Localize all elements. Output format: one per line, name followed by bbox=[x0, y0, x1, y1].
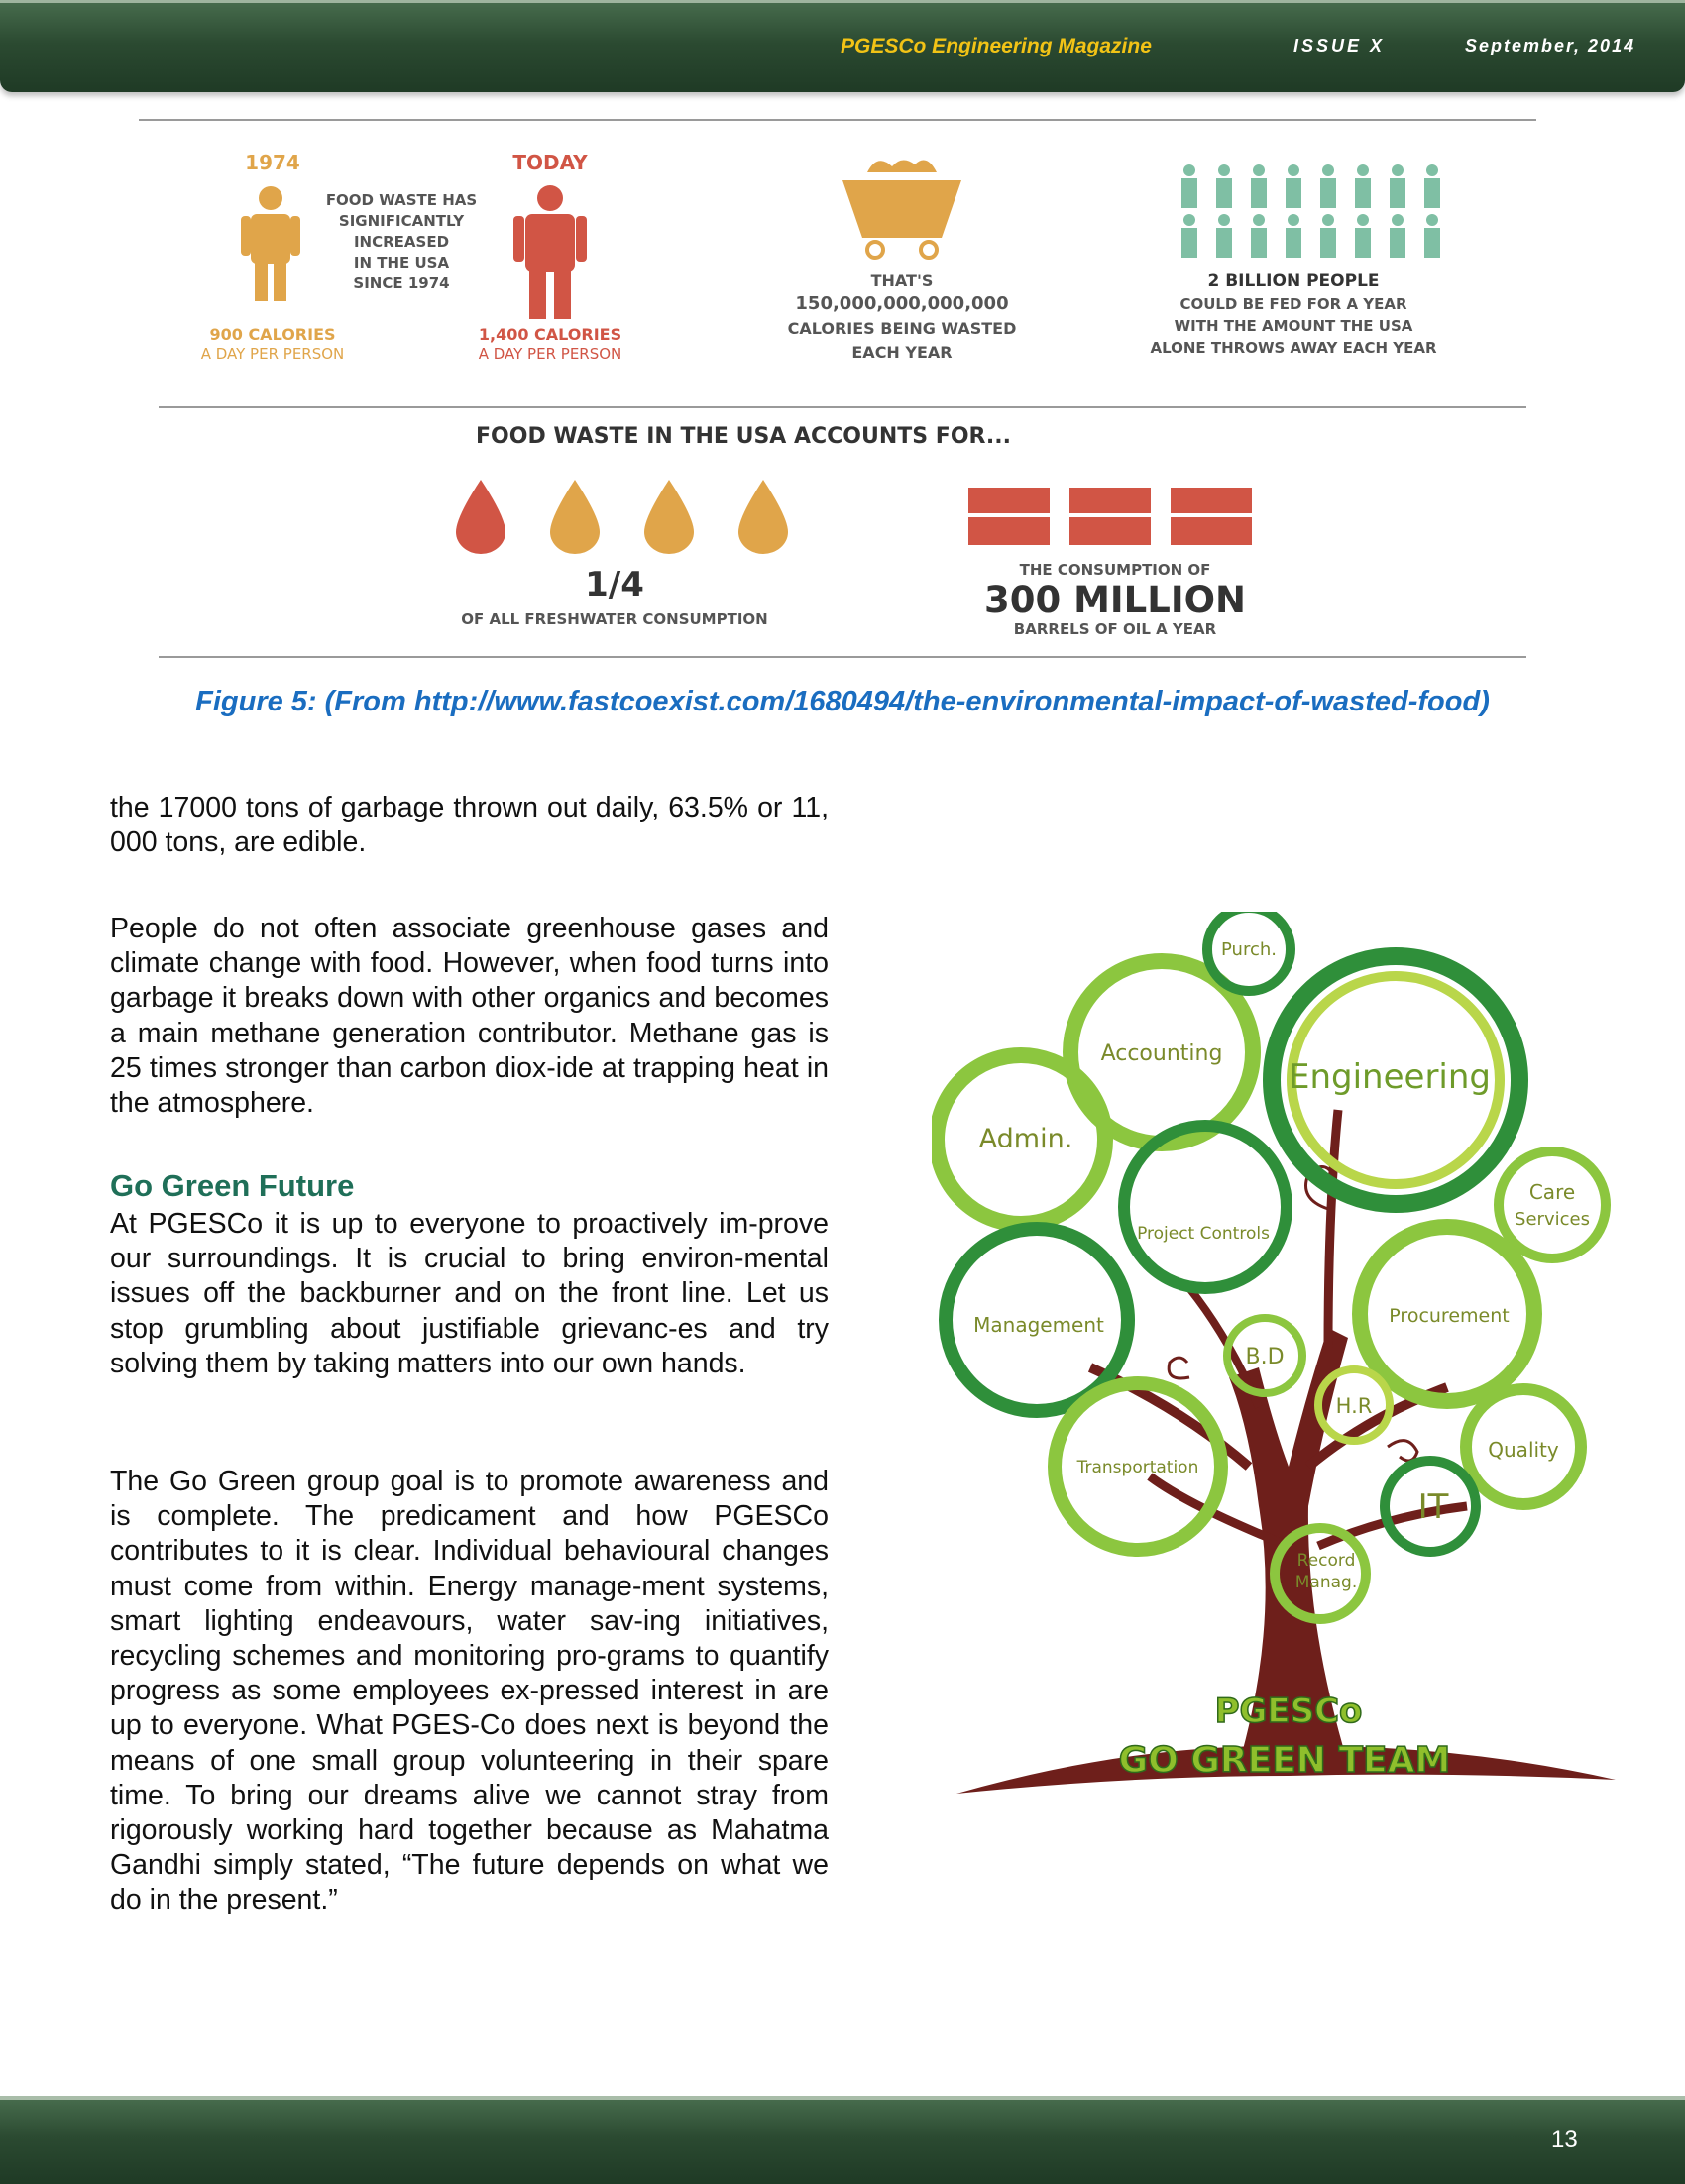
drop-icon bbox=[738, 480, 788, 554]
billion-line-2: WITH THE AMOUNT THE USA bbox=[1174, 317, 1413, 335]
billion-line-3: ALONE THROWS AWAY EACH YEAR bbox=[1150, 339, 1437, 357]
person-small-icon bbox=[1251, 164, 1267, 208]
team-title-line-1: PGESCo bbox=[1214, 1692, 1363, 1731]
person-small-icon bbox=[1320, 164, 1336, 208]
ring-project-controls bbox=[1124, 1126, 1287, 1288]
page-number: 13 bbox=[1551, 2127, 1578, 2153]
dept-label: Procurement bbox=[1389, 1305, 1510, 1327]
fraction-value: 1/4 bbox=[585, 565, 644, 604]
person-small-icon bbox=[1181, 214, 1197, 258]
paragraph: At PGESCo it is up to everyone to proactively im-prove our surroundings. It is crucial to bring environ-mental issues off the backburner and on the front line. Let us stop grumbling about justifiable grievanc-es and try solving them by taking matters into our own hands. bbox=[110, 1208, 829, 1379]
fraction-sub: OF ALL FRESHWATER CONSUMPTION bbox=[461, 610, 768, 628]
barrel-icon bbox=[1067, 488, 1153, 545]
dept-label: Care bbox=[1528, 1180, 1576, 1204]
note-line: FOOD WASTE HAS bbox=[325, 191, 478, 209]
middle-rule bbox=[159, 406, 1526, 408]
calories-1974: 900 CALORIES bbox=[209, 325, 336, 344]
dept-label: B.D bbox=[1245, 1345, 1285, 1369]
header-bar bbox=[0, 0, 1685, 92]
person-small-icon bbox=[1251, 214, 1267, 258]
accounts-heading: FOOD WASTE IN THE USA ACCOUNTS FOR... bbox=[476, 424, 1011, 449]
dept-label: IT bbox=[1417, 1487, 1449, 1527]
swirl bbox=[1169, 1358, 1189, 1378]
calories-1974-sub: A DAY PER PERSON bbox=[200, 345, 345, 363]
oil-barrels bbox=[966, 484, 1264, 553]
food-cart-icon bbox=[838, 153, 966, 262]
dept-label: H.R bbox=[1335, 1394, 1373, 1418]
person-small-icon bbox=[1424, 214, 1440, 258]
person-small-icon bbox=[1355, 164, 1371, 208]
consumption-of: THE CONSUMPTION OF bbox=[1019, 561, 1211, 579]
person-small-icon bbox=[1355, 214, 1371, 258]
dept-label: Admin. bbox=[978, 1124, 1073, 1154]
dept-label: Transportation bbox=[1076, 1458, 1199, 1477]
person-small-icon bbox=[1181, 164, 1197, 208]
billion-line-1: COULD BE FED FOR A YEAR bbox=[1180, 295, 1407, 313]
dept-label: Record bbox=[1296, 1551, 1356, 1571]
person-small-icon bbox=[1424, 164, 1440, 208]
dept-label: Accounting bbox=[1100, 1041, 1223, 1066]
person-today-icon bbox=[506, 184, 595, 323]
person-small-icon bbox=[1286, 214, 1301, 258]
drop-icon bbox=[456, 480, 506, 554]
dept-label: Management bbox=[973, 1313, 1104, 1337]
dept-label: Engineering bbox=[1289, 1057, 1491, 1097]
team-title-line-2: GO GREEN TEAM bbox=[1118, 1740, 1451, 1781]
dept-label: Manag. bbox=[1294, 1573, 1358, 1592]
dept-label: Project Controls bbox=[1137, 1224, 1270, 1244]
note-line: SINCE 1974 bbox=[353, 274, 450, 292]
dept-label: Purch. bbox=[1221, 939, 1277, 960]
calories-today: 1,400 CALORIES bbox=[478, 325, 622, 344]
drop-icon bbox=[550, 480, 600, 554]
barrel-icon bbox=[966, 488, 1052, 545]
people-grid bbox=[1175, 164, 1452, 260]
billion-title: 2 BILLION PEOPLE bbox=[1207, 272, 1380, 291]
thats-label: THAT'S bbox=[870, 272, 934, 290]
branch bbox=[1328, 1110, 1338, 1348]
person-small-icon bbox=[1286, 164, 1301, 208]
water-drops bbox=[446, 478, 803, 557]
year-today: TODAY bbox=[512, 151, 588, 174]
food-waste-infographic bbox=[139, 109, 1546, 664]
note-line: INCREASED bbox=[353, 233, 450, 251]
dept-label: Services bbox=[1515, 1209, 1590, 1230]
paragraph: The Go Green group goal is to promote awareness and is complete. The predicament and how PGESCo contributes to it is clear. Individual behavioural changes must come from within. Energy manage-ment systems, smart lighting endeavours, water sav-ing initiatives, recycling schemes and monitoring pro-grams to quantify progress as some employees ex-pressed interest in are up to everyone. What PGES-Co does next is beyond the means of one small group volunteering in their spare time. To bring our dreams alive we cannot stray from rigorously working hard together because as Mahatma Gandhi simply stated, “The future depends on what we do in the present.” bbox=[110, 1466, 829, 1916]
note-line: IN THE USA bbox=[353, 254, 450, 272]
swirl bbox=[1388, 1441, 1417, 1461]
person-small-icon bbox=[1390, 164, 1405, 208]
footer-bar bbox=[0, 2096, 1685, 2184]
paragraph: People do not often associate greenhouse gases and climate change with food. However, when food turns into garbage it breaks down with other organics and becomes a main methane generation contributor. Methane gas is 25 times stronger than carbon diox-ide at trapping heat in the atmosphere. bbox=[110, 913, 829, 1120]
bottom-rule bbox=[159, 656, 1526, 658]
wasted-line-2: EACH YEAR bbox=[851, 343, 953, 362]
issue-label: ISSUE X bbox=[1293, 36, 1386, 55]
person-small-icon bbox=[1390, 214, 1405, 258]
wasted-calories-number: 150,000,000,000,000 bbox=[795, 293, 1009, 314]
go-green-tree bbox=[932, 912, 1626, 1803]
oil-barrels-value: 300 MILLION bbox=[983, 579, 1247, 621]
drop-icon bbox=[644, 480, 694, 554]
person-small-icon bbox=[1216, 164, 1232, 208]
barrels-sub: BARRELS OF OIL A YEAR bbox=[1013, 620, 1217, 638]
note-line: SIGNIFICANTLY bbox=[338, 212, 465, 230]
magazine-title: PGESCo Engineering Magazine bbox=[841, 35, 1152, 57]
wasted-line-1: CALORIES BEING WASTED bbox=[787, 319, 1017, 338]
barrel-icon bbox=[1169, 488, 1254, 545]
year-1974: 1974 bbox=[245, 151, 300, 174]
top-rule bbox=[139, 119, 1536, 121]
figure-caption: Figure 5: (From http://www.fastcoexist.com/1680494/the-environmental-impact-of-wasted-food) bbox=[195, 686, 1490, 717]
dept-label: Quality bbox=[1488, 1438, 1559, 1462]
section-heading: Go Green Future bbox=[110, 1168, 355, 1203]
ring-care-services bbox=[1499, 1151, 1606, 1258]
person-small-icon bbox=[1320, 214, 1336, 258]
issue-date: September, 2014 bbox=[1465, 36, 1636, 55]
paragraph: the 17000 tons of garbage thrown out daily, 63.5% or 11, 000 tons, are edible. bbox=[110, 792, 829, 859]
calories-today-sub: A DAY PER PERSON bbox=[478, 345, 622, 363]
person-small-icon bbox=[1216, 214, 1232, 258]
waste-note bbox=[317, 190, 486, 294]
person-1974-icon bbox=[241, 184, 300, 303]
